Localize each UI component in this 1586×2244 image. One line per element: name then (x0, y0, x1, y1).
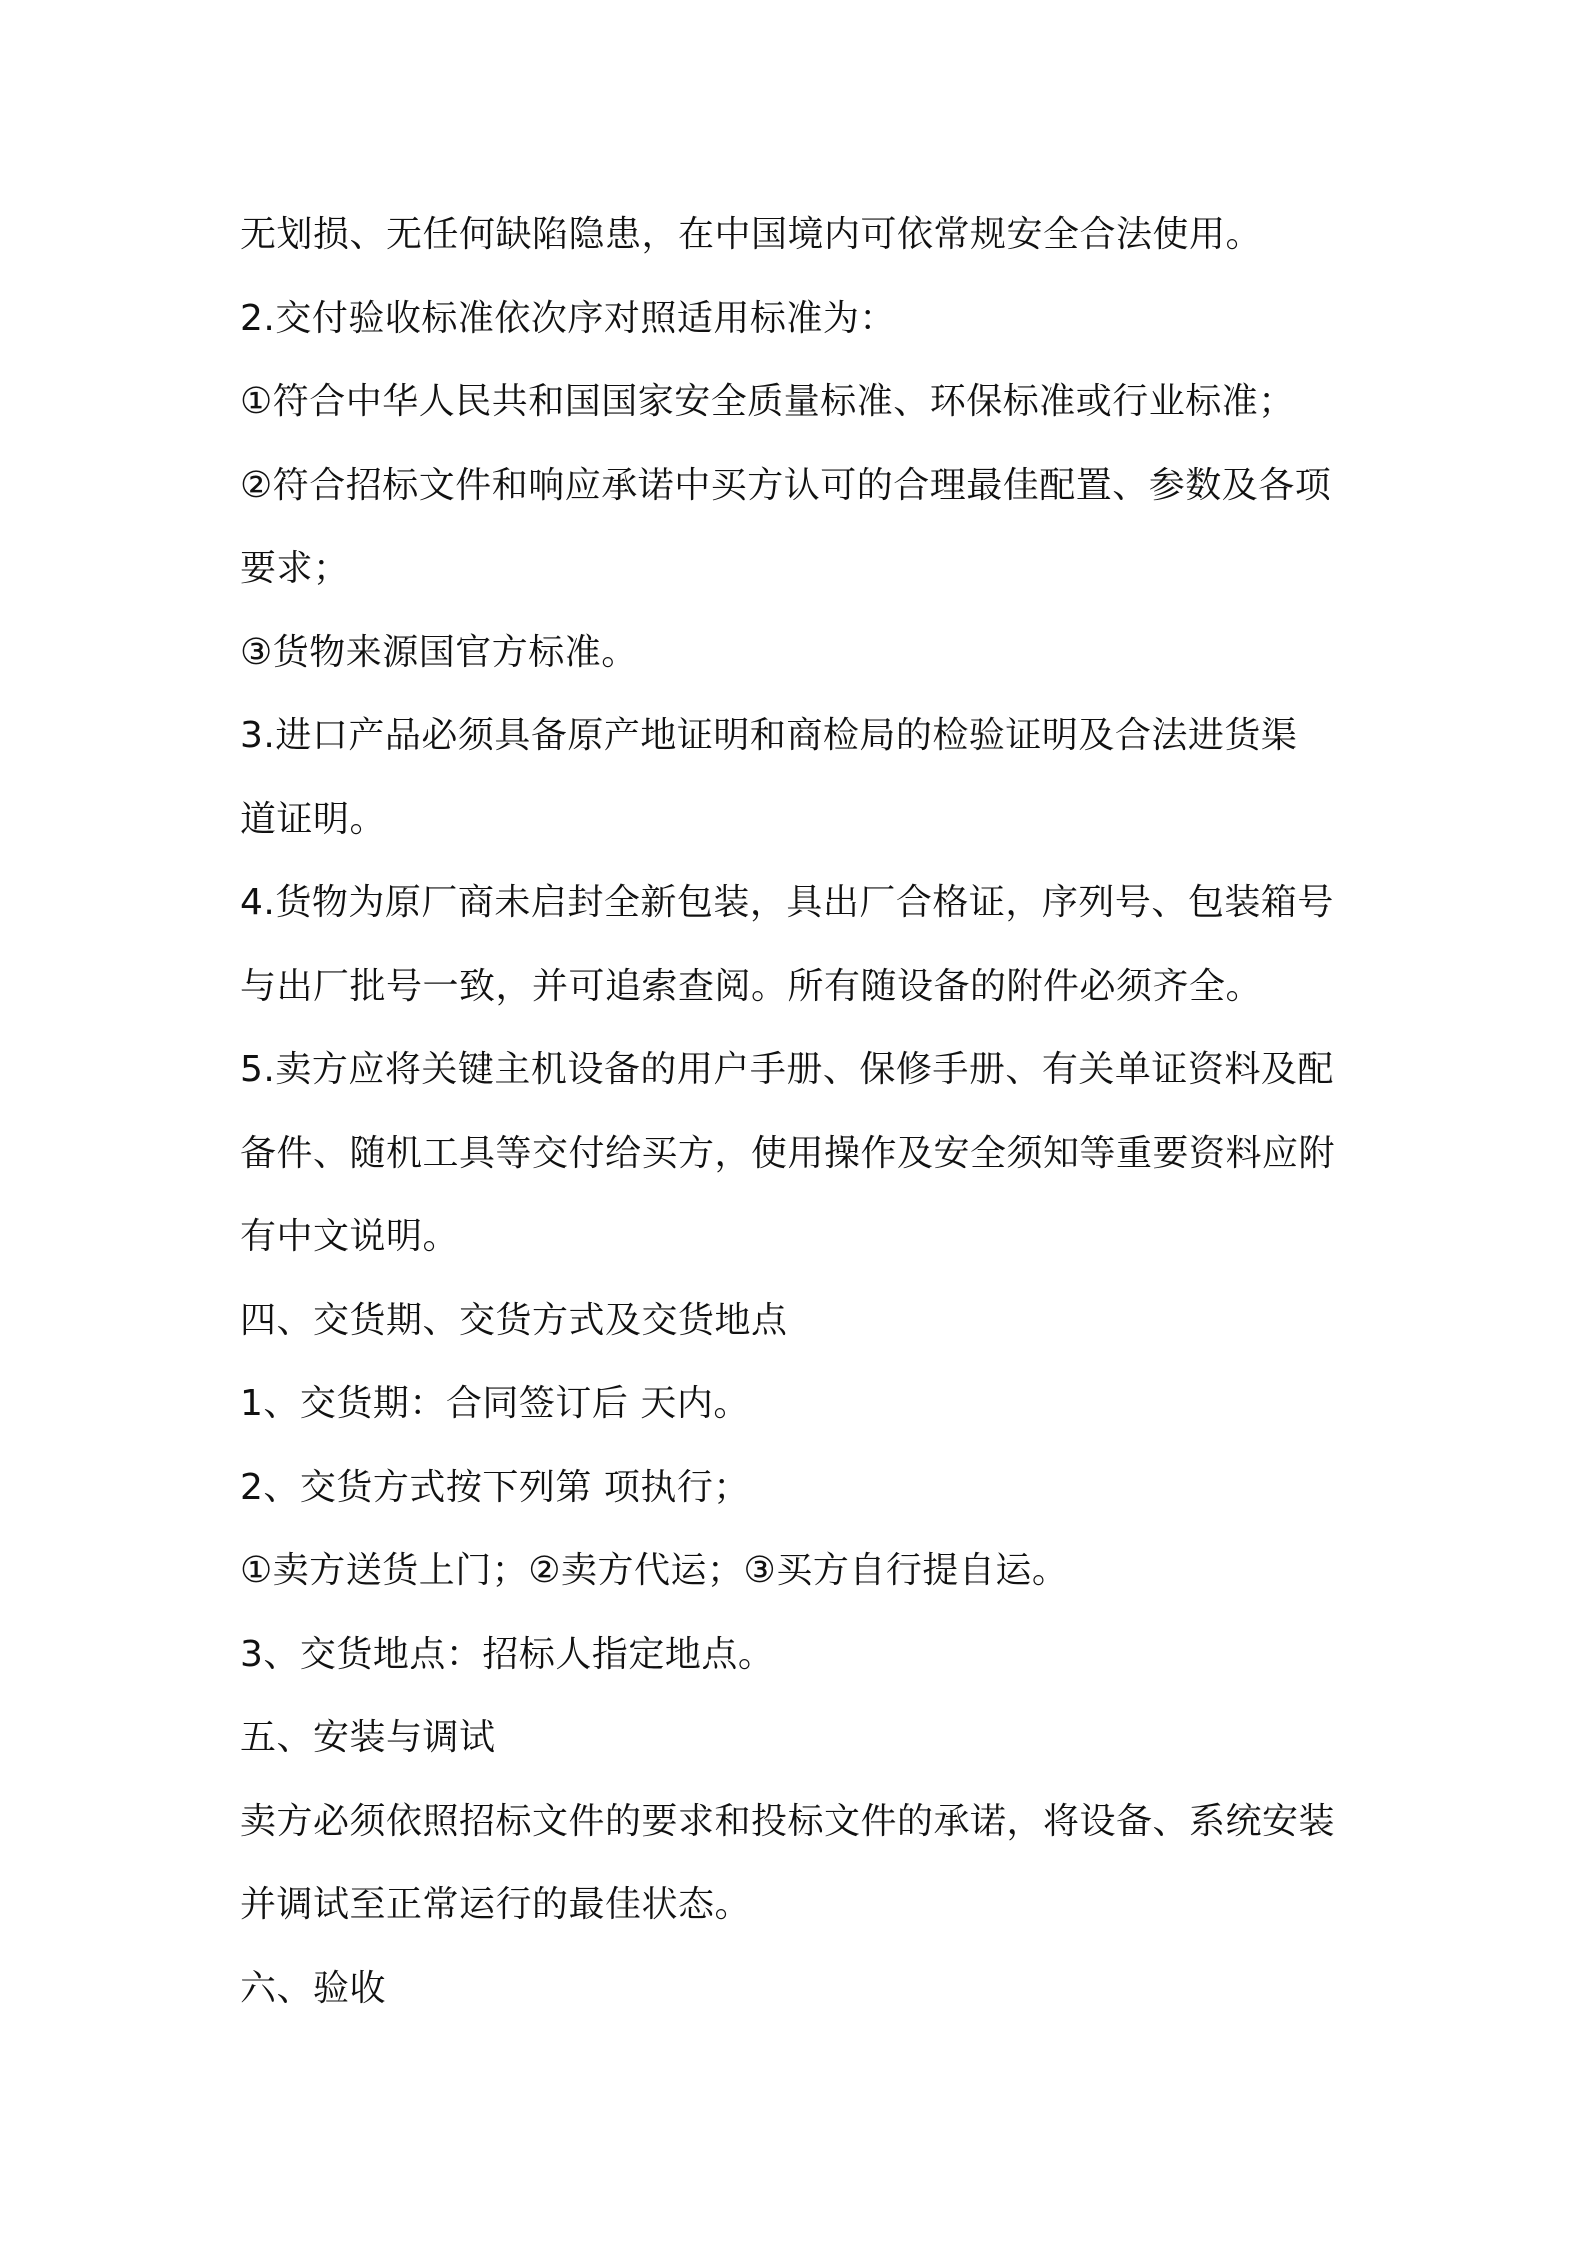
text-line: ③货物来源国官方标准。 (240, 631, 638, 673)
text-line: 备件、随机工具等交付给买方，使用操作及安全须知等重要资料应附 (240, 1132, 1336, 1174)
text-line: 2、交货方式按下列第 项执行； (240, 1466, 750, 1508)
text-line: 并调试至正常运行的最佳状态。 (240, 1884, 752, 1925)
text-line: ①符合中华人民共和国国家安全质量标准、环保标准或行业标准； (240, 381, 1295, 422)
text-line: 有中文说明。 (240, 1216, 460, 1257)
text-line: 4.货物为原厂商未启封全新包装，具出厂合格证，序列号、包装箱号 (240, 882, 1334, 923)
text-line: 5.卖方应将关键主机设备的用户手册、保修手册、有关单证资料及配 (240, 1049, 1334, 1090)
document-body (240, 193, 1360, 2030)
section-heading: 六、验收 (240, 1967, 387, 2009)
text-line: 与出厂批号一致，并可追索查阅。所有随设备的附件必须齐全。 (240, 965, 1263, 1007)
text-line: 无划损、无任何缺陷隐患，在中国境内可依常规安全合法使用。 (240, 214, 1263, 255)
text-line: 卖方必须依照招标文件的要求和投标文件的承诺，将设备、系统安装 (240, 1800, 1336, 1842)
text-line: ②符合招标文件和响应承诺中买方认可的合理最佳配置、参数及各项 (240, 464, 1332, 506)
section-heading: 五、安装与调试 (240, 1717, 496, 1758)
text-line: 3、交货地点：招标人指定地点。 (240, 1633, 775, 1675)
text-line: 1、交货期：合同签订后 天内。 (240, 1383, 750, 1424)
text-line: 道证明。 (240, 798, 387, 840)
text-line: 3.进口产品必须具备原产地证明和商检局的检验证明及合法进货渠 (240, 715, 1298, 756)
section-heading: 四、交货期、交货方式及交货地点 (240, 1299, 788, 1341)
text-line: 2.交付验收标准依次序对照适用标准为： (240, 297, 896, 339)
text-line: ①卖方送货上门；②卖方代运；③买方自行提自运。 (240, 1550, 1069, 1591)
text-line: 要求； (240, 548, 350, 589)
